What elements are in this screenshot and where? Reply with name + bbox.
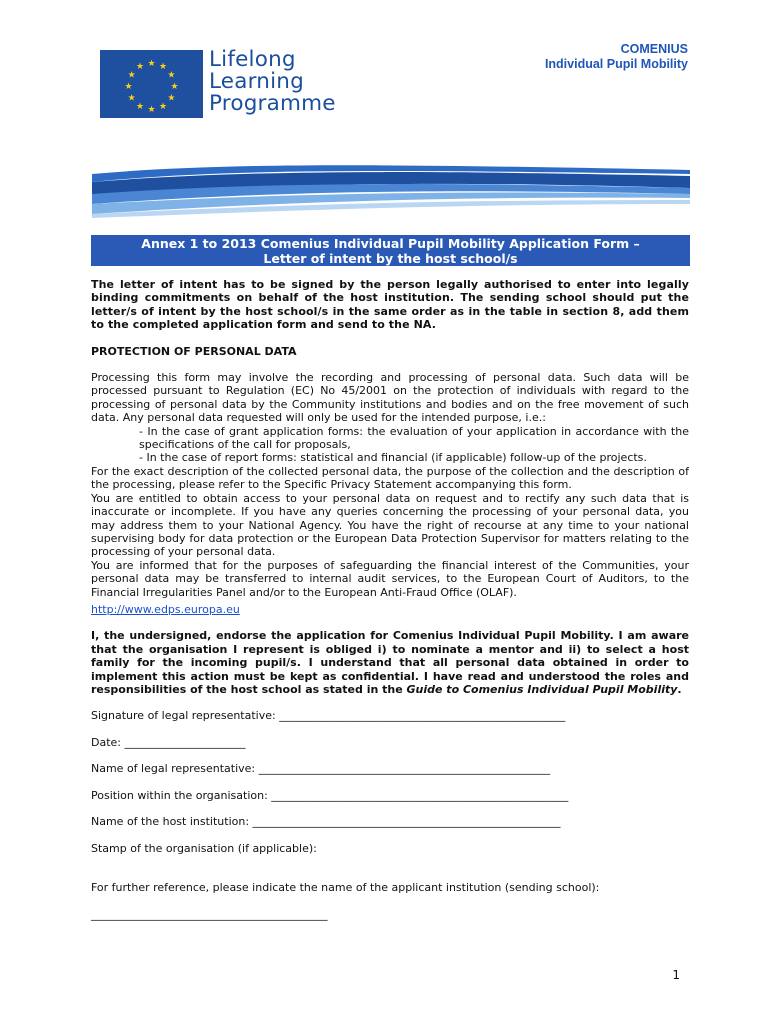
logo-line-3: Programme (209, 91, 336, 116)
form-title-line-2: Letter of intent by the host school/s (263, 251, 518, 266)
svg-text:★: ★ (167, 70, 176, 81)
host-institution-label: Name of the host institution: (91, 815, 253, 829)
protection-paragraph-3: You are entitled to obtain access to your personal data on request and to rectify any such data that is inaccurate or incomplete. If you have any queries concerning the processing of your personal data, you may address them to your National Agency. You have the right of recourse at any time to your national supervising body for data protection or the European Data Protection Supervisor for matters relating to the processing of your personal data. (91, 491, 689, 559)
protection-paragraph-1: Processing this form may involve the recording and processing of personal data. Such data will be processed pursuant to Regulation (EC) No 45/2001 on the protection of individuals with regard to the processing of personal data by the Community institutions and bodies and on the free movement of such data. Any personal data requested will only be used for the intended purpose, i.e.: (91, 371, 689, 425)
date-line[interactable]: ______________________ (124, 735, 246, 749)
svg-text:★: ★ (135, 101, 145, 112)
action-name: Individual Pupil Mobility (544, 57, 688, 71)
reference-line[interactable]: ___________________________________________ (91, 907, 328, 921)
section-heading: PROTECTION OF PERSONAL DATA (91, 344, 297, 358)
programme-header (545, 42, 688, 72)
host-institution-line[interactable]: ________________________________________________________ (252, 815, 561, 829)
legal-representative-field[interactable] (91, 762, 689, 789)
protection-paragraph-2: For the exact description of the collected personal data, the purpose of the collection and the description of the processing, please refer to the Specific Privacy Statement accompanying this form. (91, 464, 689, 492)
position-field[interactable] (91, 789, 689, 816)
host-institution-field[interactable] (91, 815, 689, 842)
endorsement-paragraph (91, 629, 689, 696)
page-number: 1 (672, 968, 680, 982)
wave-banner (90, 160, 690, 230)
endorsement-text: I, the undersigned, endorse the application for Comenius Individual Pupil Mobility. I am aware that the organisation I represent is obliged i) to nominate a mentor and ii) to select a host family for the incoming pupil/s. I understand that all personal data obtained in order to implement this action must be kept as confidential. I have read and understood the roles and responsibilities of the host school as stated in the (91, 629, 689, 696)
protection-paragraph-4: You are informed that for the purposes of safeguarding the financial interest of the Communities, your personal data may be transferred to internal audit services, to the European Court of Auditors, to the Financial Irregularities Panel and/or to the European Anti-Fraud Office (OLAF). (91, 558, 689, 599)
logo-line-1: Lifelong (209, 47, 296, 72)
stamp-label: Stamp of the organisation (if applicable): (91, 841, 317, 855)
svg-text:★: ★ (147, 105, 156, 115)
stamp-field (91, 842, 689, 869)
protection-bullet-2: - In the case of report forms: statistical and financial (if applicable) follow-up of the projects. (139, 451, 647, 465)
reference-label: For further reference, please indicate the name of the applicant institution (sending school): (91, 881, 600, 895)
svg-text:★: ★ (124, 82, 133, 92)
eu-flag-logo (100, 50, 203, 118)
position-label: Position within the organisation: (91, 788, 272, 802)
svg-text:★: ★ (127, 70, 136, 81)
svg-text:★: ★ (135, 62, 145, 73)
date-field[interactable] (91, 736, 689, 763)
date-label: Date: (91, 735, 125, 749)
signature-field[interactable] (91, 709, 689, 736)
form-title-bar (91, 235, 690, 266)
logo-line-2: Learning (209, 69, 304, 94)
svg-text:★: ★ (147, 59, 156, 69)
programme-logo-text (209, 49, 336, 115)
svg-text:★: ★ (167, 93, 176, 104)
programme-name: COMENIUS (620, 42, 688, 56)
protection-bullet-1: - In the case of grant application forms: the evaluation of your application in accordance with the specifications of the call for proposals, (139, 424, 689, 452)
svg-text:★: ★ (127, 93, 136, 104)
svg-text:★: ★ (170, 82, 179, 92)
legal-representative-line[interactable]: _____________________________________________________ (258, 762, 551, 776)
svg-text:★: ★ (158, 101, 168, 112)
endorsement-end: . (677, 682, 682, 696)
signature-label: Signature of legal representative: (91, 709, 280, 723)
guide-reference: Guide to Comenius Individual Pupil Mobility (406, 682, 678, 696)
position-line[interactable]: ______________________________________________________ (271, 788, 569, 802)
edps-link[interactable]: http://www.edps.europa.eu (91, 602, 240, 616)
document-body (91, 278, 689, 921)
legal-representative-label: Name of legal representative: (91, 762, 259, 776)
intro-paragraph: The letter of intent has to be signed by the person legally authorised to enter into legally binding commitments on behalf of the host institution. The sending school should put the letter/s of intent by the host school/s in the same order as in the table in section 8, add them to the completed application form and send to the NA. (91, 278, 689, 332)
svg-text:★: ★ (158, 62, 168, 73)
signature-line[interactable]: ____________________________________________________ (279, 709, 566, 723)
form-title-line-1: Annex 1 to 2013 Comenius Individual Pupil Mobility Application Form – (141, 236, 640, 251)
